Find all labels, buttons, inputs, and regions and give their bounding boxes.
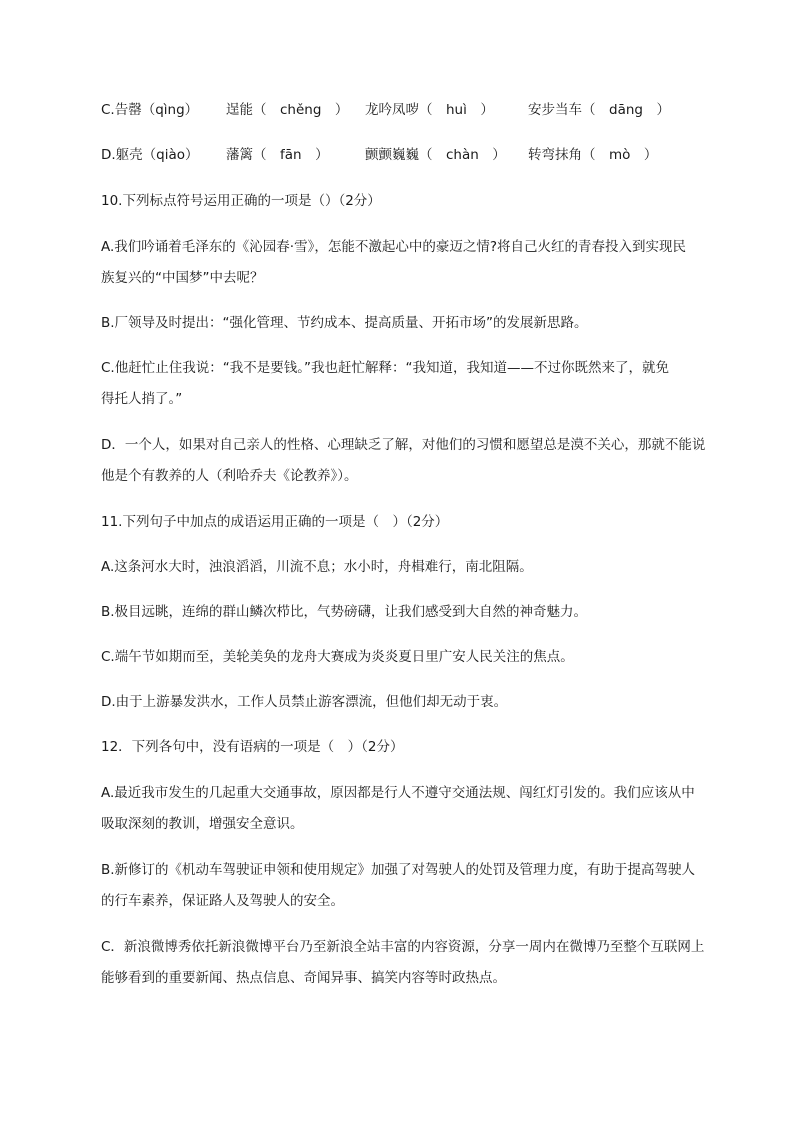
question-12-option-a-cont: 吸取深刻的教训，增强安全意识。 — [101, 816, 304, 832]
question-10-option-c-cont: 得托人捎了。” — [101, 391, 183, 407]
question-10-stem: 10.下列标点符号运用正确的一项是（）（2分） — [101, 193, 381, 209]
question-10-option-b: B.厂领导及时提出：“强化管理、节约成本、提高质量、开拓市场”的发展新思路。 — [101, 315, 588, 331]
question-12-option-c: C．新浪微博秀依托新浪微博平台乃至新浪全站丰富的内容资源，分享一周内在微博乃至整个互联网上 — [101, 939, 705, 955]
q9-option-c-3: 龙吟凤哕（ huì ） — [365, 102, 494, 118]
q9-option-d-4: 转弯抹角（ mò ） — [528, 147, 658, 163]
question-12-option-b: B.新修订的《机动车驾驶证申领和使用规定》加强了对驾驶人的处罚及管理力度，有助于提高驾驶人 — [101, 862, 696, 878]
question-11-option-a: A.这条河水大时，浊浪滔滔，川流不息；水小时，舟楫难行，南北阻隔。 — [101, 559, 533, 575]
question-11-option-d: D.由于上游暴发洪水，工作人员禁止游客漂流，但他们却无动于衷。 — [101, 694, 508, 710]
question-10-option-d-cont: 他是个有教养的人（利哈乔夫《论教养》）。 — [101, 468, 358, 484]
q9-option-c-1: C.告罄（qìng） — [101, 102, 199, 118]
question-11-option-b: B.极目远眺，连绵的群山鳞次栉比，气势磅礴，让我们感受到大自然的神奇魅力。 — [101, 604, 588, 620]
q9-option-d-2: 藩篱（ fān ） — [226, 147, 329, 163]
q9-option-c-4: 安步当车（ dāng ） — [528, 102, 670, 118]
question-12-option-b-cont: 的行车素养，保证路人及驾驶人的安全。 — [101, 893, 344, 909]
question-10-option-c: C.他赶忙止住我说：“我不是要钱。”我也赶忙解释：“我知道，我知道——不过你既然来了，就免 — [101, 360, 669, 376]
q9-option-d-1: D.躯壳（qiào） — [101, 147, 199, 163]
question-11-option-c: C.端午节如期而至，美轮美奂的龙舟大赛成为炎炎夏日里广安人民关注的焦点。 — [101, 649, 574, 665]
q9-option-d-3: 颤颤巍巍（ chàn ） — [365, 147, 506, 163]
question-12-option-a: A.最近我市发生的几起重大交通事故，原因都是行人不遵守交通法规、闯红灯引发的。我们应该从中 — [101, 785, 695, 801]
question-12-option-c-cont: 能够看到的重要新闻、热点信息、奇闻异事、搞笑内容等时政热点。 — [101, 970, 506, 986]
question-10-option-a: A.我们吟诵着毛泽东的《沁园春·雪》，怎能不激起心中的豪迈之情?将自己火红的青春投入到实现民 — [101, 239, 686, 255]
question-12-stem: 12．下列各句中，没有语病的一项是（ ）（2分） — [101, 739, 404, 755]
question-10-option-a-cont: 族复兴的“中国梦”中去呢？ — [101, 270, 264, 286]
q9-option-c-2: 逞能（ chěng ） — [226, 102, 349, 118]
question-11-stem: 11.下列句子中加点的成语运用正确的一项是（ ）（2分） — [101, 514, 449, 530]
question-10-option-d: D．一个人，如果对自己亲人的性格、心理缺乏了解，对他们的习惯和愿望总是漠不关心，那就不能说 — [101, 437, 706, 453]
